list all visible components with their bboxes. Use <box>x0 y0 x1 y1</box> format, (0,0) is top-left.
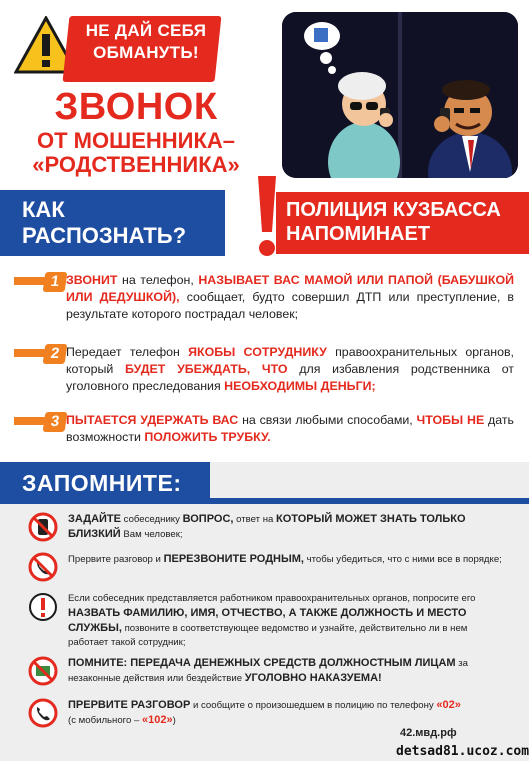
exclamation-icon <box>28 592 58 622</box>
remember-text: ПОМНИТЕ: ПЕРЕДАЧА ДЕНЕЖНЫХ СРЕДСТВ ДОЛЖНОСТНЫМ ЛИЦАМ за незаконные действия или бездействие УГОЛОВНО НАКАЗУЕМА! <box>68 657 468 684</box>
remember-text: Если собеседник представляется работником правоохранительных органов, попросите его НАЗВАТЬ ФАМИЛИЮ, ИМЯ, ОТЧЕСТВО, А ТАКЖЕ ДОЛЖНОСТЬ И МЕСТО СЛУЖБЫ, позвоните в соответствующее ведомство и узнайте, действительно ли в нем работает такой сотрудник; <box>68 593 476 648</box>
remember-text: ЗАДАЙТЕ собеседнику ВОПРОС, ответ на КОТОРЫЙ МОЖЕТ ЗНАТЬ ТОЛЬКО БЛИЗКИЙ Вам человек; <box>68 513 466 540</box>
step-number: 3 <box>43 412 68 432</box>
no-call-icon <box>28 552 58 582</box>
illustration-art <box>282 12 518 178</box>
step-text: Передает телефон ЯКОБЫ СОТРУДНИКУ правоохранительных органов, который БУДЕТ УБЕЖДАТЬ, ЧТО для избавления родственника от уголовного преследования НЕОБХОДИМЫ ДЕНЬГИ; <box>66 345 514 393</box>
police-reminds-text: ПОЛИЦИЯ КУЗБАССА НАПОМИНАЕТ <box>286 199 501 245</box>
phone-call-icon <box>28 698 58 728</box>
remember-text: ПРЕРВИТЕ РАЗГОВОР и сообщите о произошедшем в полицию по телефону «02» (с мобильного – «102») <box>68 699 461 726</box>
page-title: ЗВОНОК ОТ МОШЕННИКА– «РОДСТВЕННИКА» <box>32 86 240 177</box>
remember-text: Прервите разговор и ПЕРЕЗВОНИТЕ РОДНЫМ, чтобы убедиться, что с ними все в порядке; <box>68 553 502 565</box>
scammer-call-illustration <box>282 12 518 178</box>
step-text: ЗВОНИТ на телефон, НАЗЫВАЕТ ВАС МАМОЙ ИЛИ ПАПОЙ (БАБУШКОЙ ИЛИ ДЕДУШКОЙ), сообщает, будто совершил ДТП или преступление, в результате которого пострадал человек; <box>66 273 515 321</box>
step-number: 2 <box>43 344 68 364</box>
police-website: 42.мвд.рф <box>400 727 457 739</box>
no-money-icon <box>28 656 58 686</box>
remember-title: ЗАПОМНИТЕ: <box>22 470 182 496</box>
watermark: detsad81.ucoz.com <box>396 744 529 759</box>
no-phone-icon <box>28 512 58 542</box>
warning-text: НЕ ДАЙ СЕБЯ ОБМАНУТЬ! <box>85 21 207 62</box>
how-to-recognize-text: КАК РАСПОЗНАТЬ? <box>22 197 187 248</box>
step-text: ПЫТАЕТСЯ УДЕРЖАТЬ ВАС на связи любыми способами, ЧТОБЫ НЕ дать возможности ПОЛОЖИТЬ ТРУБКУ. <box>66 413 515 444</box>
remember-divider <box>210 498 529 504</box>
step-number: 1 <box>43 272 68 292</box>
